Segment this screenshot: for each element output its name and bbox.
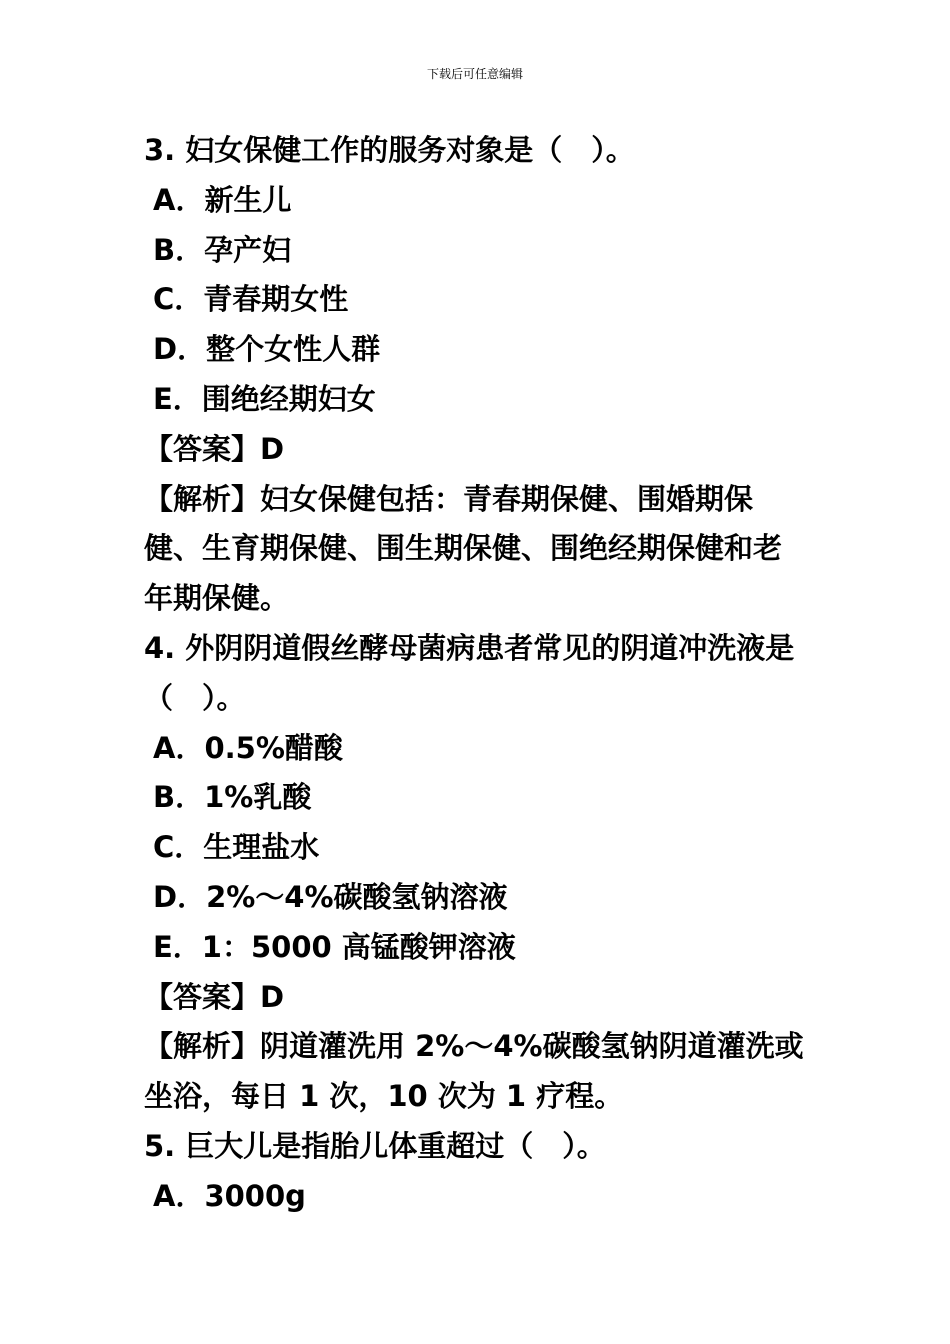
option-e: E．围绝经期妇女 xyxy=(153,381,376,416)
document-body xyxy=(144,126,810,1222)
option-d: D．2%～4%碳酸氢钠溶液 xyxy=(153,879,508,914)
option-d: D．整个女性人群 xyxy=(153,332,381,367)
option-a: A．3000g xyxy=(153,1178,306,1213)
option-c: C．生理盐水 xyxy=(153,830,320,865)
option-b: B．孕产妇 xyxy=(153,232,292,267)
question-stem: 3. 妇女保健工作的服务对象是（ ）。 xyxy=(144,133,635,167)
answer: 【答案】D xyxy=(144,431,285,466)
option-a: A．新生儿 xyxy=(153,182,292,217)
option-e: E．1：5000 高锰酸钾溶液 xyxy=(153,929,516,964)
option-a: A．0.5%醋酸 xyxy=(153,730,343,765)
question-3 xyxy=(144,126,810,624)
analysis: 【解析】妇女保健包括：青春期保健、围婚期保健、生育期保健、围生期保健、围绝经期保健和老年期保健。 xyxy=(144,481,783,616)
option-b: B．1%乳酸 xyxy=(153,780,312,815)
question-4 xyxy=(144,624,810,1122)
question-stem: 4. 外阴阴道假丝酵母菌病患者常见的阴道冲洗液是（ ）。 xyxy=(144,630,795,715)
answer: 【答案】D xyxy=(144,979,285,1014)
header-note: 下载后可任意编辑 xyxy=(426,67,523,81)
option-c: C．青春期女性 xyxy=(153,282,349,317)
question-stem: 5. 巨大儿是指胎儿体重超过（ ）。 xyxy=(144,1128,606,1163)
analysis: 【解析】阴道灌洗用 2%～4%碳酸氢钠阴道灌洗或坐浴，每日 1 次，10 次为 1 疗程。 xyxy=(144,1029,804,1114)
question-5 xyxy=(144,1122,810,1222)
